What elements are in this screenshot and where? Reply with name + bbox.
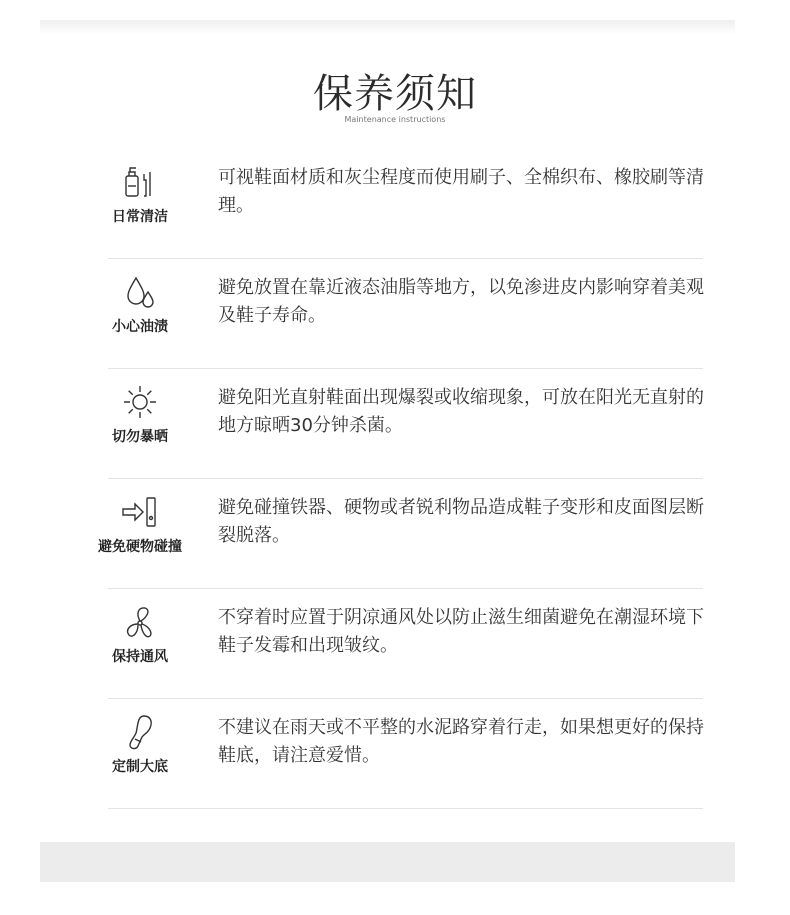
instruction-label: 日常清洁 xyxy=(112,209,168,225)
instruction-label: 保持通风 xyxy=(112,649,168,665)
cleaning-bottle-brush-icon xyxy=(108,160,172,204)
instruction-label: 定制大底 xyxy=(112,759,168,775)
fan-icon xyxy=(108,600,172,644)
instruction-label: 切勿暴晒 xyxy=(112,429,168,445)
shoe-sole-icon xyxy=(108,710,172,754)
instruction-row-ventilation xyxy=(108,588,703,699)
instruction-row-cleaning xyxy=(108,148,703,259)
instruction-text: 避免碰撞铁器、硬物或者锐利物品造成鞋子变形和皮面图层断裂脱落。 xyxy=(218,497,704,546)
instruction-row-impact xyxy=(98,478,704,589)
instruction-text: 不建议在雨天或不平整的水泥路穿着行走，如果想更好的保持鞋底，请注意爱惜。 xyxy=(218,717,704,766)
top-band xyxy=(40,20,735,34)
instruction-text: 避免阳光直射鞋面出现爆裂或收缩现象，可放在阳光无直射的地方晾晒30分钟杀菌。 xyxy=(218,387,704,436)
page-title: 保养须知 xyxy=(313,71,477,117)
sun-icon xyxy=(108,380,172,424)
instruction-label: 小心油渍 xyxy=(112,319,168,335)
bottom-band xyxy=(40,842,735,882)
instruction-text: 可视鞋面材质和灰尘程度而使用刷子、全棉织布、橡胶刷等清理。 xyxy=(218,167,704,216)
droplets-icon xyxy=(108,270,172,314)
instruction-text: 避免放置在靠近液态油脂等地方，以免渗进皮内影响穿着美观及鞋子寿命。 xyxy=(218,277,704,326)
instruction-row-oil xyxy=(108,258,703,369)
instruction-row-sole xyxy=(108,698,703,809)
instruction-label: 避免硬物碰撞 xyxy=(98,539,182,555)
page-subtitle: Maintenance instructions xyxy=(344,115,446,124)
arrow-hit-object-icon xyxy=(108,490,172,534)
instruction-text: 不穿着时应置于阴凉通风处以防止滋生细菌避免在潮湿环境下鞋子发霉和出现皱纹。 xyxy=(218,607,704,656)
instruction-row-sun xyxy=(108,368,703,479)
